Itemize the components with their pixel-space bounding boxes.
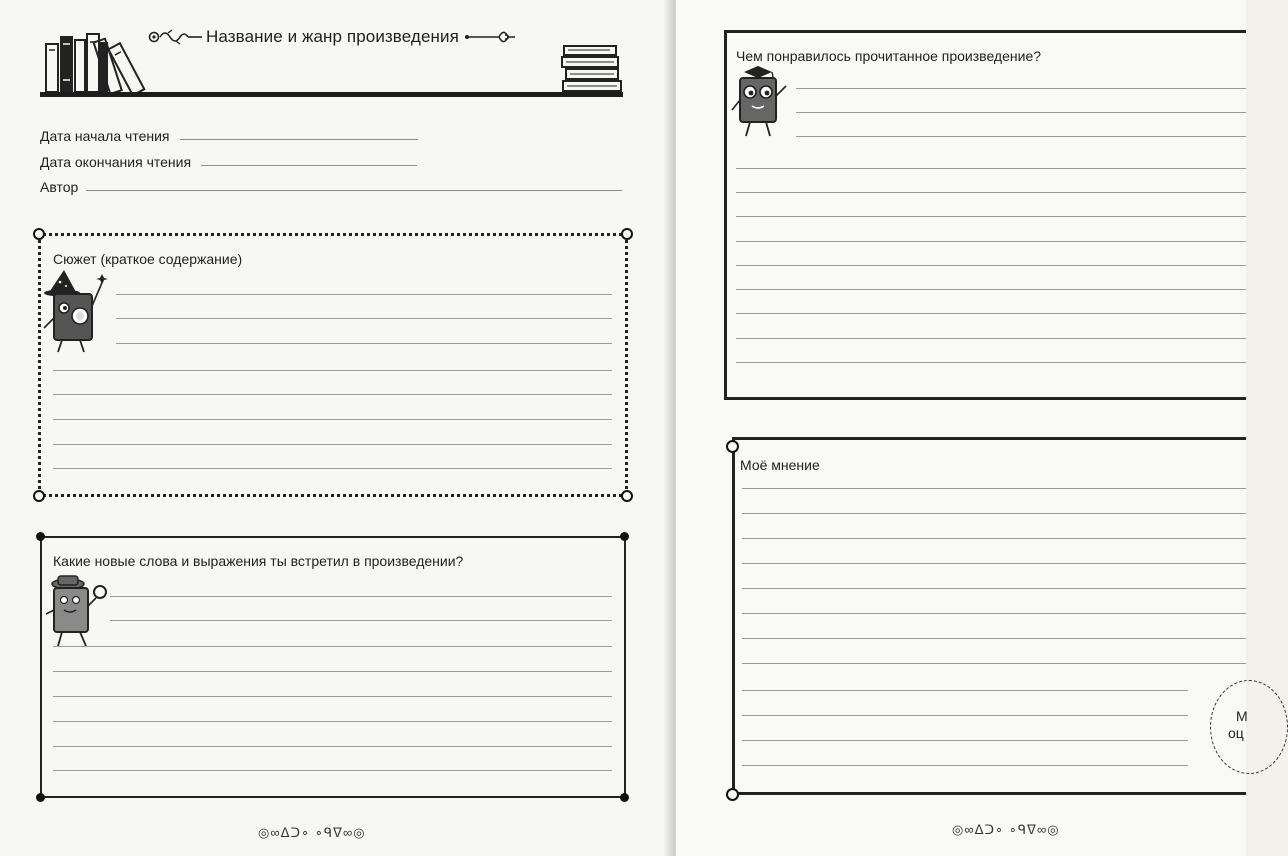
corner-dot: [36, 532, 45, 541]
field-end-date: [40, 148, 417, 170]
opinion-writing-lines-short[interactable]: [742, 690, 1188, 780]
new-words-writing-lines-short[interactable]: [110, 596, 612, 626]
new-words-label: Какие новые слова и выражения ты встретил в произведении?: [53, 553, 464, 569]
title-label: Название и жанр произведения: [206, 27, 459, 46]
corner-dot: [36, 793, 45, 802]
plot-writing-lines-short[interactable]: [116, 294, 612, 354]
corner-ring: [33, 490, 45, 502]
corner-ring: [726, 440, 739, 453]
rating-badge-text-line2: оц: [1228, 725, 1244, 741]
footer-ornament: ◎∞ᐃᑐ∘ ∘ᑫᐁ∞◎: [952, 822, 1060, 837]
liked-box-bottom-border: [724, 397, 1246, 400]
book-title-header: [148, 24, 517, 50]
plot-summary-label: Сюжет (краткое содержание): [53, 251, 243, 267]
rating-badge-text-line1: М: [1236, 708, 1248, 724]
corner-ring: [726, 788, 739, 801]
rating-badge[interactable]: [1210, 680, 1288, 774]
end-date-input-line[interactable]: [201, 164, 417, 166]
header-divider: [40, 92, 623, 97]
liked-writing-lines[interactable]: [736, 168, 1246, 378]
corner-ring: [621, 228, 633, 240]
detective-book-mascot-icon: [42, 574, 106, 650]
opinion-box-left-border: [732, 437, 735, 793]
opinion-label: Моё мнение: [740, 457, 820, 473]
wizard-book-mascot-icon: [42, 268, 108, 354]
corner-ring: [33, 228, 45, 240]
footer-ornament: ◎∞ᐃᑐ∘ ∘ᑫᐁ∞◎: [258, 825, 366, 840]
liked-label: Чем понравилось прочитанное произведение?: [736, 48, 1042, 64]
bookshelf-icon: [44, 30, 164, 94]
right-page: [676, 0, 1246, 856]
field-start-date: [40, 122, 418, 144]
book-stack-icon: [560, 44, 624, 92]
graduate-book-mascot-icon: [726, 66, 792, 140]
new-words-writing-lines[interactable]: [53, 646, 612, 776]
opinion-box-top-border: [732, 437, 1246, 440]
field-label: Автор: [40, 179, 79, 195]
opinion-writing-lines[interactable]: [742, 488, 1246, 678]
liked-box-top-border: [724, 30, 1246, 33]
flourish-right-icon: [463, 28, 517, 46]
author-input-line[interactable]: [86, 189, 622, 191]
start-date-input-line[interactable]: [180, 138, 418, 140]
corner-dot: [620, 532, 629, 541]
field-label: Дата начала чтения: [40, 128, 170, 144]
opinion-box-bottom-border: [732, 792, 1246, 795]
field-label: Дата окончания чтения: [40, 154, 192, 170]
corner-dot: [620, 793, 629, 802]
flourish-left-icon: [148, 28, 202, 46]
plot-writing-lines[interactable]: [53, 370, 612, 480]
liked-writing-lines-short[interactable]: [796, 88, 1246, 148]
corner-ring: [621, 490, 633, 502]
field-author: [40, 173, 622, 195]
